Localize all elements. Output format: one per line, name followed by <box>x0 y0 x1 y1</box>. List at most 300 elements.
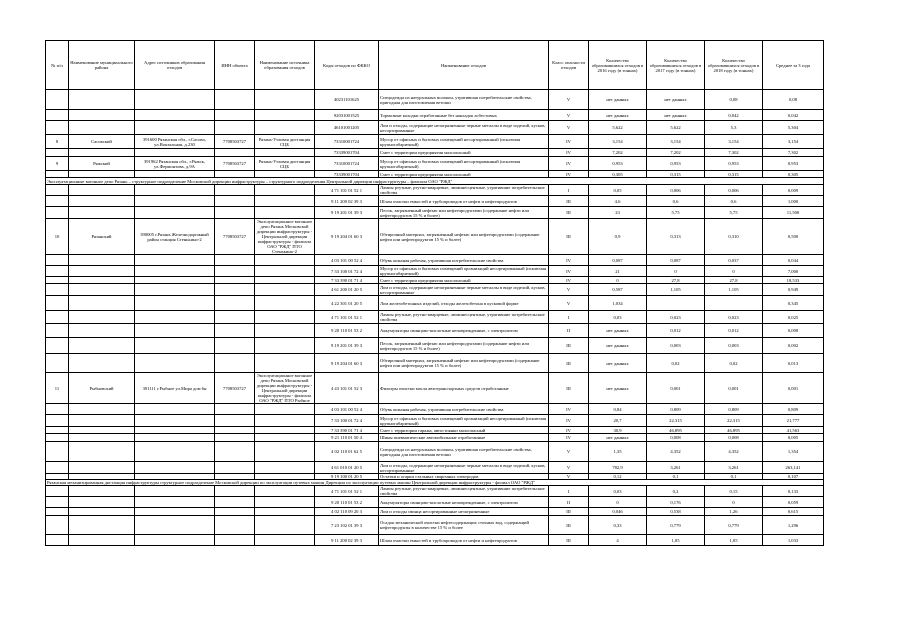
cell-fkko-code: 9 19 204 01 60 3 <box>315 354 379 373</box>
cell-amount-2018: 3,261 <box>705 462 763 474</box>
cell-source <box>255 277 315 284</box>
table-row <box>46 255 824 266</box>
cell-inn <box>215 508 255 516</box>
cell-address <box>135 427 215 434</box>
cell-address <box>135 296 215 311</box>
cell-inn: 7708503727 <box>215 135 255 149</box>
col-header-hazard-class: Класс опасности отходов <box>549 41 589 90</box>
cell-inn <box>215 296 255 311</box>
cell-fkko-code: 4 02 110 01 62 5 <box>315 442 379 462</box>
cell-source <box>255 486 315 497</box>
cell-fkko-code: 9 19 204 01 60 3 <box>315 219 379 255</box>
table-row <box>46 462 824 474</box>
cell-amount-2018: 0,008 <box>705 434 763 442</box>
cell-district <box>69 284 135 296</box>
cell-inn <box>215 415 255 427</box>
cell-fkko-code: 9 21 110 01 50 4 <box>315 434 379 442</box>
cell-address <box>135 110 215 121</box>
cell-fkko-code: 9 11 200 02 39 3 <box>315 535 379 546</box>
cell-source: Рязань-Узловая дистанция СЦБ <box>255 135 315 149</box>
cell-hazard-class: II <box>549 497 589 508</box>
cell-fkko-code: 4 43 101 01 52 3 <box>315 373 379 404</box>
cell-district <box>69 207 135 219</box>
cell-address: 391111 г.Рыбное ул.Мира дом 6н <box>135 373 215 404</box>
table-row <box>46 196 824 207</box>
cell-hazard-class: IV <box>549 404 589 415</box>
cell-average: 0,002 <box>763 338 824 354</box>
cell-amount-2016: 7,202 <box>589 149 647 157</box>
cell-district <box>69 324 135 338</box>
cell-average: 0,008 <box>763 324 824 338</box>
table-body <box>46 90 824 546</box>
table-row <box>46 121 824 135</box>
document-page <box>45 40 823 546</box>
cell-waste-name: Аккумуляторы свинцово-кислотные неповрежденные, с электролитом <box>379 324 549 338</box>
cell-source <box>255 121 315 135</box>
cell-average: 0,042 <box>763 110 824 121</box>
cell-amount-2016: 0,12 <box>589 474 647 480</box>
cell-amount-2017: 0 <box>647 266 705 277</box>
cell-amount-2018: 0 <box>705 497 763 508</box>
cell-amount-2018: 0,15 <box>705 486 763 497</box>
table-row <box>46 404 824 415</box>
cell-row-number <box>46 354 69 373</box>
cell-source <box>255 185 315 196</box>
table-row <box>46 185 824 196</box>
cell-waste-name: Осадок механической очистки нефтесодержащих сточных вод, содержащий нефтепродукты в количестве 15 % и более <box>379 516 549 535</box>
col-header-waste-name: Наименование отходов <box>379 41 549 90</box>
cell-address <box>135 324 215 338</box>
cell-amount-2016: 1,034 <box>589 296 647 311</box>
cell-amount-2018: 0,6 <box>705 196 763 207</box>
cell-amount-2017: 0,006 <box>647 185 705 196</box>
cell-fkko-code: 4 71 101 01 52 1 <box>315 311 379 324</box>
table-row <box>46 486 824 497</box>
cell-amount-2017: 0,087 <box>647 255 705 266</box>
cell-amount-2018: 0,809 <box>705 404 763 415</box>
cell-inn <box>215 149 255 157</box>
cell-fkko-code: 4 71 101 01 52 1 <box>315 185 379 196</box>
cell-amount-2017: 0,6 <box>647 196 705 207</box>
table-row <box>46 296 824 311</box>
cell-fkko-code: 73339001704 <box>315 149 379 157</box>
cell-row-number <box>46 196 69 207</box>
cell-district <box>69 497 135 508</box>
table-row <box>46 266 824 277</box>
cell-row-number <box>46 207 69 219</box>
cell-amount-2017: 1,105 <box>647 284 705 296</box>
cell-district <box>69 486 135 497</box>
cell-average: 0,013 <box>763 354 824 373</box>
cell-average: 5,304 <box>763 121 824 135</box>
cell-fkko-code: 4 61 200 01 20 5 <box>315 284 379 296</box>
cell-amount-2017: 0,176 <box>647 497 705 508</box>
table-row <box>46 415 824 427</box>
cell-amount-2017: нет данных <box>647 90 705 110</box>
cell-address <box>135 171 215 178</box>
cell-average: 7,302 <box>763 149 824 157</box>
cell-row-number <box>46 404 69 415</box>
cell-fkko-code: 7 23 102 01 39 3 <box>315 516 379 535</box>
col-header-fkko: Коды отходов по ФККО <box>315 41 379 90</box>
cell-district <box>69 185 135 196</box>
cell-district <box>69 508 135 516</box>
cell-address <box>135 497 215 508</box>
cell-average: 0,059 <box>763 497 824 508</box>
cell-address <box>135 311 215 324</box>
table-row <box>46 434 824 442</box>
cell-address <box>135 185 215 196</box>
cell-amount-2018: 5,3 <box>705 121 763 135</box>
cell-hazard-class: V <box>549 462 589 474</box>
cell-source <box>255 462 315 474</box>
cell-waste-name: Лом и отходы, содержащие незагрязненные черные металлы в виде изделий, кусков, несортированные <box>379 121 549 135</box>
table-row <box>46 535 824 546</box>
cell-address <box>135 404 215 415</box>
cell-source <box>255 427 315 434</box>
cell-amount-2017: 0,313 <box>647 219 705 255</box>
cell-hazard-class: III <box>549 354 589 373</box>
cell-amount-2018: 0,012 <box>705 324 763 338</box>
col-header-2018: Количество образовавшихся отходов в 2018 году (в тоннах) <box>705 41 763 90</box>
cell-hazard-class: III <box>549 207 589 219</box>
cell-source <box>255 508 315 516</box>
cell-inn <box>215 196 255 207</box>
cell-amount-2016: нет данных <box>589 373 647 404</box>
cell-inn <box>215 338 255 354</box>
cell-amount-2016: 30,9 <box>589 427 647 434</box>
cell-amount-2016: нет данных <box>589 90 647 110</box>
cell-amount-2017 <box>647 296 705 311</box>
cell-address <box>135 90 215 110</box>
cell-average: 0,345 <box>763 296 824 311</box>
cell-average: 3,154 <box>763 135 824 149</box>
cell-district <box>69 442 135 462</box>
cell-average: 0,009 <box>763 185 824 196</box>
cell-waste-name: Шлам очистки емкостей и трубопроводов от нефти и нефтепродуктов <box>379 196 549 207</box>
cell-source <box>255 415 315 427</box>
cell-amount-2016: 0,05 <box>589 185 647 196</box>
cell-district <box>69 90 135 110</box>
cell-amount-2017: 46,895 <box>647 427 705 434</box>
cell-hazard-class: IV <box>549 277 589 284</box>
cell-inn <box>215 442 255 462</box>
cell-address <box>135 207 215 219</box>
cell-row-number <box>46 149 69 157</box>
cell-amount-2017: 0,012 <box>647 324 705 338</box>
cell-average: 18,533 <box>763 277 824 284</box>
organization-row <box>46 178 824 185</box>
cell-amount-2018: 0,315 <box>705 171 763 178</box>
table-row <box>46 110 824 121</box>
cell-amount-2016: 0,305 <box>589 171 647 178</box>
table-row <box>46 516 824 535</box>
cell-average: 1,033 <box>763 535 824 546</box>
cell-amount-2017: 3,154 <box>647 135 705 149</box>
cell-address: 390005 г.Рязань Железнодорожный район станция Стенькино-2 <box>135 219 215 255</box>
cell-row-number <box>46 266 69 277</box>
cell-row-number <box>46 434 69 442</box>
cell-hazard-class: III <box>549 196 589 207</box>
cell-inn <box>215 404 255 415</box>
cell-address <box>135 266 215 277</box>
cell-amount-2017: 0,779 <box>647 516 705 535</box>
cell-amount-2016: нет данных <box>589 354 647 373</box>
cell-waste-name: Мусор от офисных и бытовых помещений организаций несортированный (исключая крупногабаритный) <box>379 415 549 427</box>
cell-fkko-code: 9 11 200 02 39 3 <box>315 196 379 207</box>
cell-row-number <box>46 296 69 311</box>
cell-amount-2016: 0,046 <box>589 508 647 516</box>
cell-row-number <box>46 516 69 535</box>
col-header-district: Наименование муниципального района <box>69 41 135 90</box>
cell-waste-name: Лом и отходы, содержащие незагрязненные черные металлы в виде изделий, кусков, несортированные <box>379 284 549 296</box>
cell-average: 0,949 <box>763 284 824 296</box>
cell-row-number <box>46 284 69 296</box>
cell-amount-2018: 0,08 <box>705 90 763 110</box>
col-header-number: № п/п <box>46 41 69 90</box>
col-header-2016: Количество образовавшихся отходов в 2016 году (в тоннах) <box>589 41 647 90</box>
cell-district <box>69 171 135 178</box>
cell-district <box>69 277 135 284</box>
table-row <box>46 427 824 434</box>
cell-district <box>69 149 135 157</box>
cell-amount-2018: 0,779 <box>705 516 763 535</box>
cell-hazard-class: V <box>549 90 589 110</box>
cell-source <box>255 497 315 508</box>
cell-average: 11,500 <box>763 207 824 219</box>
cell-hazard-class: IV <box>549 135 589 149</box>
cell-amount-2016: нет данных <box>589 338 647 354</box>
cell-row-number <box>46 110 69 121</box>
cell-district <box>69 462 135 474</box>
cell-row-number: 11 <box>46 373 69 404</box>
cell-amount-2017: 27,8 <box>647 277 705 284</box>
cell-average: 7,000 <box>763 266 824 277</box>
table-row <box>46 90 824 110</box>
cell-waste-name: Спецодежда из натуральных волокон, утратившая потребительские свойства, пригодная для изготовления ветоши <box>379 90 549 110</box>
cell-fkko-code: 7 33 390 01 71 4 <box>315 277 379 284</box>
cell-fkko-code: 7 33 390 01 71 4 <box>315 427 379 434</box>
cell-average: 0,133 <box>763 486 824 497</box>
cell-hazard-class: IV <box>549 255 589 266</box>
cell-waste-name: Смет с территории гаража, автостоянки малоопасный <box>379 427 549 434</box>
cell-amount-2017: 5,75 <box>647 207 705 219</box>
cell-row-number <box>46 415 69 427</box>
cell-fkko-code: 9 20 110 01 53 2 <box>315 324 379 338</box>
cell-amount-2016: 0,33 <box>589 516 647 535</box>
cell-inn <box>215 497 255 508</box>
cell-average: 0,08 <box>763 90 824 110</box>
cell-hazard-class: III <box>549 508 589 516</box>
cell-hazard-class: IV <box>549 149 589 157</box>
cell-waste-name: Обувь кожаная рабочая, утратившая потребительские свойства <box>379 404 549 415</box>
cell-fkko-code: 9 20 110 01 53 2 <box>315 497 379 508</box>
organization-name: Рязанская механизированная дистанция инфраструктуры структурное подразделение Московской дирекции по эксплуатации путевых машин Дирекции по эксплуатации путевых машин Центральной дирекции инфраструктуры - филиал ОАО "РЖД" <box>46 480 824 486</box>
cell-hazard-class: III <box>549 373 589 404</box>
cell-source <box>255 266 315 277</box>
cell-amount-2016: 0,84 <box>589 404 647 415</box>
cell-source <box>255 296 315 311</box>
table-row <box>46 373 824 404</box>
cell-inn: 7708503727 <box>215 219 255 255</box>
table-row <box>46 508 824 516</box>
col-header-inn: ИНН объекта <box>215 41 255 90</box>
cell-row-number <box>46 338 69 354</box>
cell-amount-2017: 7,202 <box>647 149 705 157</box>
cell-fkko-code: 4 03 101 00 52 4 <box>315 255 379 266</box>
table-row <box>46 284 824 296</box>
cell-inn <box>215 434 255 442</box>
table-row <box>46 442 824 462</box>
cell-amount-2018: 46,895 <box>705 427 763 434</box>
cell-average: 263,141 <box>763 462 824 474</box>
cell-district <box>69 255 135 266</box>
cell-source <box>255 171 315 178</box>
cell-hazard-class: V <box>549 474 589 480</box>
cell-average: 0,044 <box>763 255 824 266</box>
cell-inn <box>215 266 255 277</box>
cell-amount-2016: 5,622 <box>589 121 647 135</box>
cell-inn <box>215 324 255 338</box>
cell-hazard-class: IV <box>549 434 589 442</box>
cell-amount-2016: 21 <box>589 266 647 277</box>
cell-address <box>135 415 215 427</box>
cell-waste-name: Песок, загрязненный нефтью или нефтепродуктами (содержание нефти или нефтепродуктов 15 % и более) <box>379 338 549 354</box>
cell-source <box>255 354 315 373</box>
cell-inn <box>215 255 255 266</box>
col-header-source: Наименование источника образования отходов <box>255 41 315 90</box>
cell-amount-2016: 0,587 <box>589 284 647 296</box>
header-row <box>46 41 824 90</box>
cell-amount-2017: 4,352 <box>647 442 705 462</box>
cell-inn <box>215 462 255 474</box>
cell-waste-name: Лампы ртутные, ртутно-кварцевые, люминесцентные, утратившие потребительские свойства <box>379 311 549 324</box>
cell-district <box>69 434 135 442</box>
cell-amount-2018: 0,042 <box>705 110 763 121</box>
cell-hazard-class: III <box>549 535 589 546</box>
cell-row-number <box>46 442 69 462</box>
cell-source: Рязань-Узловая дистанция СЦБ <box>255 157 315 171</box>
table-row <box>46 135 824 149</box>
cell-address <box>135 434 215 442</box>
cell-source <box>255 324 315 338</box>
cell-amount-2016: 0 <box>589 497 647 508</box>
cell-hazard-class: IV <box>549 171 589 178</box>
cell-amount-2016: 1,35 <box>589 442 647 462</box>
cell-address <box>135 277 215 284</box>
cell-amount-2017: 0,809 <box>647 404 705 415</box>
cell-average: 0,500 <box>763 219 824 255</box>
cell-inn <box>215 121 255 135</box>
cell-row-number: 9 <box>46 157 69 171</box>
cell-amount-2017: 0,023 <box>647 311 705 324</box>
cell-district <box>69 404 135 415</box>
cell-inn: 7708503727 <box>215 157 255 171</box>
cell-row-number <box>46 277 69 284</box>
cell-average: 0,001 <box>763 373 824 404</box>
cell-address <box>135 516 215 535</box>
cell-hazard-class: V <box>549 110 589 121</box>
cell-district <box>69 311 135 324</box>
cell-amount-2017: 0,008 <box>647 434 705 442</box>
cell-waste-name: Мусор от офисных и бытовых помещений несортированный (исключая крупногабаритный) <box>379 135 549 149</box>
cell-fkko-code: 73310001724 <box>315 157 379 171</box>
cell-amount-2017: 0,953 <box>647 157 705 171</box>
cell-hazard-class: V <box>549 284 589 296</box>
cell-row-number <box>46 90 69 110</box>
cell-row-number <box>46 486 69 497</box>
cell-row-number <box>46 535 69 546</box>
cell-fkko-code: 9 19 201 01 39 3 <box>315 207 379 219</box>
cell-amount-2016: нет данных <box>589 434 647 442</box>
table-row <box>46 277 824 284</box>
cell-amount-2016: 782,9 <box>589 462 647 474</box>
cell-amount-2018: 5,75 <box>705 207 763 219</box>
cell-amount-2017: 0,02 <box>647 354 705 373</box>
cell-waste-name: Шины пневматические автомобильные отработанные <box>379 434 549 442</box>
cell-waste-name: Смет с территории предприятия малоопасный <box>379 277 549 284</box>
cell-hazard-class: V <box>549 121 589 135</box>
cell-average: 0,615 <box>763 508 824 516</box>
cell-district <box>69 110 135 121</box>
cell-source <box>255 404 315 415</box>
cell-waste-name: Смет с территории предприятия малоопасный <box>379 171 549 178</box>
cell-source <box>255 196 315 207</box>
cell-source <box>255 149 315 157</box>
cell-waste-name: Лампы ртутные, ртутно-кварцевые, люминесцентные, утратившие потребительские свойства <box>379 486 549 497</box>
cell-amount-2017: 0,1 <box>647 474 705 480</box>
cell-fkko-code: 7 33 100 01 72 4 <box>315 266 379 277</box>
cell-address <box>135 196 215 207</box>
cell-waste-name: Шлам очистки емкостей и трубопроводов от нефти и нефтепродуктов <box>379 535 549 546</box>
col-header-average: Среднее за 3 года <box>763 41 824 90</box>
cell-waste-name: Остатки и огарки стальных сварочных электродов <box>379 474 549 480</box>
cell-average: 1,296 <box>763 516 824 535</box>
cell-fkko-code: 4 61 010 01 20 5 <box>315 462 379 474</box>
cell-source <box>255 434 315 442</box>
cell-hazard-class: II <box>549 324 589 338</box>
cell-district: Рязанский <box>69 219 135 255</box>
cell-district <box>69 266 135 277</box>
cell-address <box>135 354 215 373</box>
cell-source <box>255 535 315 546</box>
cell-row-number: 8 <box>46 135 69 149</box>
cell-amount-2017: 0,2 <box>647 486 705 497</box>
cell-amount-2018: 27,8 <box>705 277 763 284</box>
cell-district <box>69 516 135 535</box>
cell-average: 0,953 <box>763 157 824 171</box>
cell-waste-name: Тормозные колодки отработанные без накладок асбестовых <box>379 110 549 121</box>
cell-amount-2016: 4,6 <box>589 196 647 207</box>
cell-hazard-class: I <box>549 185 589 196</box>
cell-district <box>69 196 135 207</box>
cell-amount-2018 <box>705 296 763 311</box>
cell-amount-2018: 3,154 <box>705 135 763 149</box>
cell-district: Сасовский <box>69 135 135 149</box>
cell-waste-name: Смет с территории предприятия малоопасный <box>379 149 549 157</box>
cell-address: 391600 Рязанская обл., г.Сасово, ул.Вокзальная, д.230 <box>135 135 215 149</box>
cell-amount-2017: 0,538 <box>647 508 705 516</box>
cell-inn <box>215 171 255 178</box>
cell-amount-2017: 1,05 <box>647 535 705 546</box>
cell-inn <box>215 427 255 434</box>
cell-hazard-class: III <box>549 516 589 535</box>
cell-hazard-class: IV <box>549 266 589 277</box>
cell-row-number: 10 <box>46 219 69 255</box>
cell-row-number <box>46 508 69 516</box>
cell-fkko-code: 73339001704 <box>315 171 379 178</box>
cell-hazard-class: V <box>549 442 589 462</box>
